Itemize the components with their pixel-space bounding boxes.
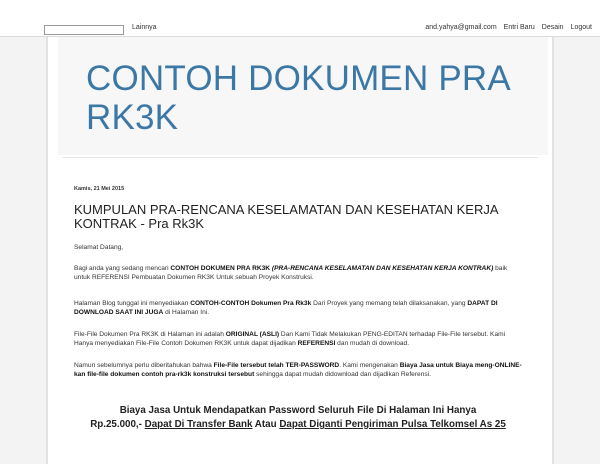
p4-text-e: sehingga dapat mudah didownload dan dijadikan Referensi. bbox=[254, 371, 431, 378]
bank-transfer-link[interactable]: Dapat Di Transfer Bank bbox=[144, 419, 253, 430]
navbar-user-email[interactable]: and.yahya@gmail.com bbox=[425, 24, 497, 31]
p1-bold-italic-c: (PRA-RENCANA KESELAMATAN DAN KESEHATAN KERJA KONTRAK) bbox=[270, 265, 494, 272]
p2-bold-d: DAPAT DI DOWNLOAD SAAT INI JUGA bbox=[74, 300, 498, 316]
p3-bold-b: ORIGINAL (ASLI) bbox=[225, 331, 280, 338]
navbar-logout-link[interactable]: Logout bbox=[570, 24, 592, 31]
pricing-or: Atau bbox=[252, 419, 280, 430]
post-paragraph-2 bbox=[74, 299, 522, 317]
blog-header bbox=[58, 37, 548, 155]
post-greeting: Selamat Datang, bbox=[74, 244, 124, 251]
p2-text-c: Dari Proyek yang memang telah dilaksanakan, yang bbox=[311, 300, 468, 307]
p2-text-e: di Halaman Ini. bbox=[163, 309, 210, 316]
pricing-price: Rp.25.000,- bbox=[90, 419, 145, 430]
p4-text-a: Namun sebelumnya perlu diberitahukan bahwa bbox=[74, 362, 214, 369]
p2-text-a: Halaman Blog tunggal ini menyediakan bbox=[74, 300, 191, 307]
pricing-callout-line-2 bbox=[74, 418, 522, 432]
p4-text-c: . Kami mengenakan bbox=[339, 362, 400, 369]
pricing-callout bbox=[74, 404, 522, 432]
post-date: Kamis, 21 Mei 2015 bbox=[74, 186, 125, 192]
post-paragraph-3 bbox=[74, 330, 522, 348]
blog-title[interactable]: CONTOH DOKUMEN PRA RK3K bbox=[86, 59, 510, 137]
p3-text-c: Dan Kami Tidak Melakukan PENG-EDITAN terhadap File-File tersebut. Kami Hanya menyediakan File-File Contoh Dokumen RK3K untuk dapat dijadikan bbox=[74, 331, 506, 347]
blogger-navbar bbox=[0, 0, 600, 37]
p1-bold-b: CONTOH DOKUMEN PRA RK3K bbox=[170, 265, 271, 272]
p4-bold-d: Biaya Jasa untuk Biaya meng-ONLINE-kan file-file dokumen contoh pra-rk3k konstruksi tersebut bbox=[74, 362, 522, 378]
p4-bold-b: File-File tersebut telah TER-PASSWORD bbox=[213, 362, 340, 369]
navbar-design-link[interactable]: Desain bbox=[541, 24, 564, 31]
telkomsel-credit-link[interactable]: Dapat Diganti Pengiriman Pulsa Telkomsel As 25 bbox=[279, 419, 506, 430]
navbar-new-post-link[interactable]: Entri Baru bbox=[503, 24, 535, 31]
post-title[interactable]: KUMPULAN PRA-RENCANA KESELAMATAN DAN KESEHATAN KERJA KONTRAK - Pra Rk3K bbox=[74, 202, 498, 231]
p1-text-d: baik untuk REFERENSI Pembuatan Dokumen RK3K Untuk sebuah Proyek Konstruksi. bbox=[74, 265, 508, 281]
pricing-callout-line-1: Biaya Jasa Untuk Mendapatkan Password Seluruh File Di Halaman Ini Hanya bbox=[119, 405, 477, 416]
p3-bold-d: REFERENSI bbox=[297, 340, 336, 347]
post-paragraph-4 bbox=[74, 361, 522, 379]
post-paragraph-1 bbox=[74, 264, 522, 282]
content-shadow-right bbox=[552, 37, 554, 464]
p3-text-a: File-File Dokumen Pra RK3K di Halaman ini adalah bbox=[74, 331, 226, 338]
navbar-more-link[interactable]: Lainnya bbox=[132, 24, 157, 31]
navbar-search-input[interactable] bbox=[44, 25, 124, 35]
navbar-user-menu bbox=[425, 24, 592, 31]
p2-bold-b: CONTOH-CONTOH Dokumen Pra Rk3k bbox=[190, 300, 312, 307]
p1-text-a: Bagi anda yang sedang mencari bbox=[74, 265, 171, 272]
p3-text-e: dan mudah di download. bbox=[335, 340, 410, 347]
header-divider bbox=[62, 157, 538, 158]
